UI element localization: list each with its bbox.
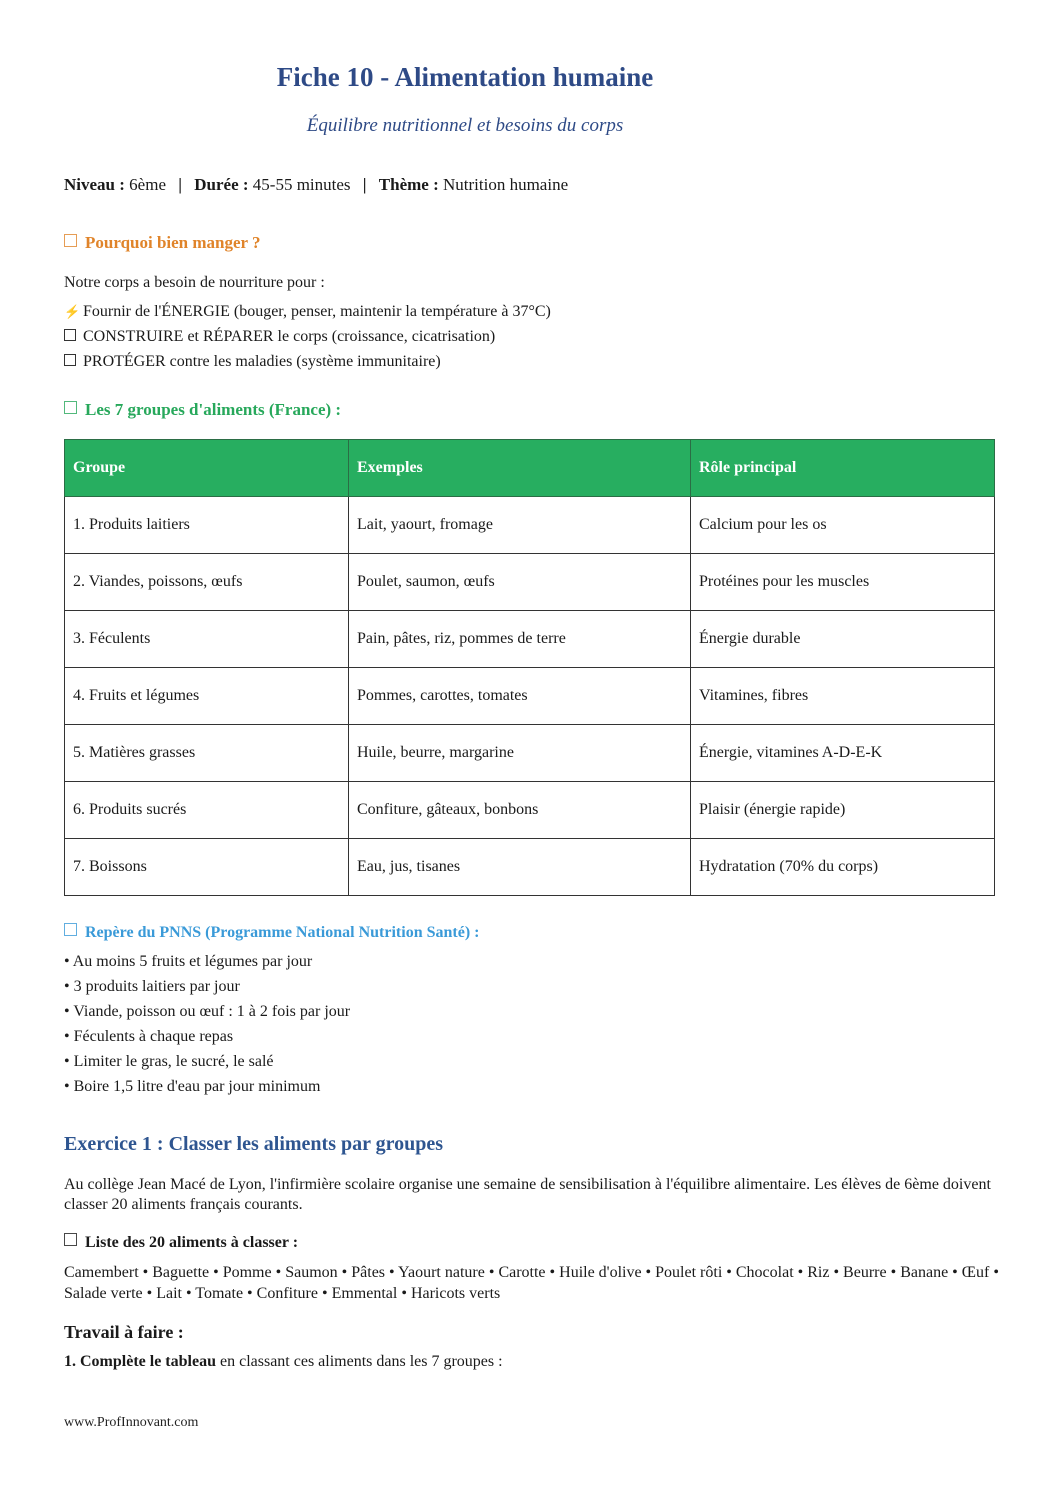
box-icon: [64, 401, 77, 414]
need-text: CONSTRUIRE et RÉPARER le corps (croissance, cicatrisation): [83, 328, 496, 345]
role-cell: Plaisir (énergie rapide): [691, 782, 995, 839]
need-item: [64, 353, 441, 371]
exercise-title: Exercice 1 : Classer les aliments par groupes: [64, 1133, 444, 1155]
exercise-text: Au collège Jean Macé de Lyon, l'infirmière scolaire organise une semaine de sensibilisation à l'équilibre alimentaire. Les élèves de 6ème doivent classer 20 aliments français courants.: [64, 1176, 991, 1213]
groups-heading: [64, 400, 341, 420]
why-intro: Notre corps a besoin de nourriture pour :: [64, 274, 325, 291]
role-cell: Protéines pour les muscles: [691, 554, 995, 611]
examples-cell: Eau, jus, tisanes: [349, 839, 691, 896]
box-icon: [64, 234, 77, 247]
pnns-heading-text: Repère du PNNS (Programme National Nutrition Santé) :: [85, 924, 480, 941]
food-list-heading-text: Liste des 20 aliments à classer :: [85, 1234, 299, 1251]
need-item: [64, 303, 551, 321]
box-icon: [64, 923, 77, 936]
list-item: • Au moins 5 fruits et légumes par jour: [64, 953, 313, 970]
column-header: Exemples: [349, 440, 691, 497]
list-item: • Boire 1,5 litre d'eau par jour minimum: [64, 1078, 321, 1095]
pnns-heading: [64, 923, 479, 942]
page-title: Fiche 10 - Alimentation humaine: [276, 62, 654, 92]
meta-separator: |: [362, 175, 367, 194]
task-1-bold: 1. Complète le tableau: [64, 1353, 216, 1370]
work-heading: Travail à faire :: [64, 1322, 184, 1342]
theme-value: Nutrition humaine: [443, 175, 569, 194]
group-cell: 3. Féculents: [65, 611, 349, 668]
group-cell: 1. Produits laitiers: [65, 497, 349, 554]
box-icon: [64, 1233, 77, 1246]
examples-cell: Poulet, saumon, œufs: [349, 554, 691, 611]
box-icon: [64, 329, 76, 341]
examples-cell: Pain, pâtes, riz, pommes de terre: [349, 611, 691, 668]
examples-cell: Pommes, carottes, tomates: [349, 668, 691, 725]
why-heading: [64, 233, 261, 253]
task-1: [64, 1353, 503, 1371]
table-row: [65, 554, 995, 611]
role-cell: Énergie durable: [691, 611, 995, 668]
group-cell: 5. Matières grasses: [65, 725, 349, 782]
footer-url[interactable]: www.ProfInnovant.com: [64, 1415, 199, 1430]
meta-line: [64, 175, 568, 195]
role-cell: Calcium pour les os: [691, 497, 995, 554]
examples-cell: Lait, yaourt, fromage: [349, 497, 691, 554]
list-item: • Viande, poisson ou œuf : 1 à 2 fois par jour: [64, 1003, 351, 1020]
examples-cell: Confiture, gâteaux, bonbons: [349, 782, 691, 839]
group-cell: 7. Boissons: [65, 839, 349, 896]
table-row: [65, 611, 995, 668]
list-item: • 3 produits laitiers par jour: [64, 978, 240, 995]
list-item: • Limiter le gras, le sucré, le salé: [64, 1053, 274, 1070]
food-list-heading: [64, 1233, 298, 1252]
role-cell: Vitamines, fibres: [691, 668, 995, 725]
table-row: [65, 839, 995, 896]
need-text: Fournir de l'ÉNERGIE (bouger, penser, maintenir la température à 37°C): [83, 303, 551, 320]
table-row: [65, 782, 995, 839]
table-row: [65, 725, 995, 782]
group-cell: 4. Fruits et légumes: [65, 668, 349, 725]
group-cell: 6. Produits sucrés: [65, 782, 349, 839]
table-header-row: [65, 440, 995, 497]
need-item: [64, 328, 495, 346]
meta-separator: |: [178, 175, 182, 194]
food-groups-table: [64, 439, 995, 896]
examples-cell: Huile, beurre, margarine: [349, 725, 691, 782]
column-header: Groupe: [65, 440, 349, 497]
task-1-text: en classant ces aliments dans les 7 groupes :: [215, 1353, 503, 1370]
page-subtitle: Équilibre nutritionnel et besoins du corps: [306, 115, 624, 136]
niveau-label: Niveau :: [64, 175, 125, 194]
duree-label: Durée :: [194, 175, 249, 194]
role-cell: Hydratation (70% du corps): [691, 839, 995, 896]
food-list: Camembert • Baguette • Pomme • Saumon • Pâtes • Yaourt nature • Carotte • Huile d'olive • Poulet rôti • Chocolat • Riz • Beurre • Banane • Œuf • Salade verte • Lait • Tomate • Confiture • Emmental • Haricots verts: [64, 1264, 999, 1302]
theme-label: Thème :: [378, 175, 439, 194]
lightning-icon: ⚡: [64, 304, 81, 319]
list-item: • Féculents à chaque repas: [64, 1028, 234, 1045]
niveau-value: 6ème: [129, 175, 166, 194]
table-row: [65, 497, 995, 554]
pnns-list: [64, 952, 350, 1102]
why-heading-text: Pourquoi bien manger ?: [85, 233, 261, 252]
table-row: [65, 668, 995, 725]
column-header: Rôle principal: [691, 440, 995, 497]
need-text: PROTÉGER contre les maladies (système immunitaire): [83, 353, 441, 370]
group-cell: 2. Viandes, poissons, œufs: [65, 554, 349, 611]
box-icon: [64, 354, 76, 366]
duree-value: 45-55 minutes: [252, 175, 351, 194]
role-cell: Énergie, vitamines A-D-E-K: [691, 725, 995, 782]
groups-heading-text: Les 7 groupes d'aliments (France) :: [85, 400, 342, 419]
